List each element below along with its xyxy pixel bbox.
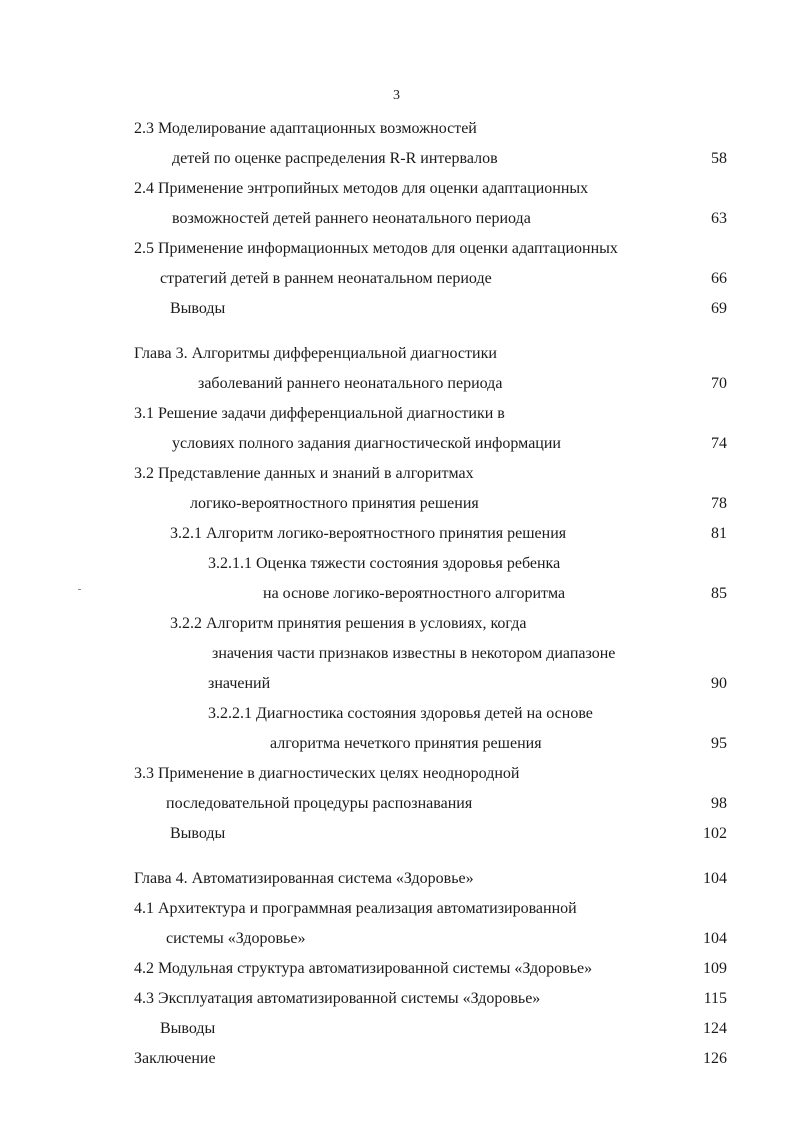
toc-entry-chapter-4: Глава 4. Автоматизированная система «Здоровье» — [134, 870, 474, 887]
toc-entry-4-1-line-1: 4.1 Архитектура и программная реализация автоматизированной — [134, 900, 577, 917]
toc-entry-3-3-line-2: последовательной процедуры распознавания — [166, 795, 473, 812]
toc-entry-3-2-1: 3.2.1 Алгоритм логико-вероятностного принятия решения — [170, 525, 567, 542]
toc-entry-conclusions-ch3-page: 102 — [703, 825, 727, 842]
toc-entry-2-4-line-1: 2.4 Применение энтропийных методов для оценки адаптационных — [134, 180, 589, 197]
toc-entry-3-2-1-1-line-1: 3.2.1.1 Оценка тяжести состояния здоровья ребенка — [208, 555, 561, 572]
toc-entry-3-2-2-line-3: значений — [208, 675, 271, 692]
toc-entry-conclusions-ch2-page: 69 — [711, 300, 727, 317]
toc-entry-chapter-3-line-2: заболеваний раннего неонатального периода — [198, 375, 503, 392]
toc-entry-3-1-line-1: 3.1 Решение задачи дифференциальной диагностики в — [134, 405, 505, 422]
toc-entry-final-conclusion: Заключение — [134, 1050, 216, 1067]
toc-entry-4-1-page: 104 — [703, 930, 727, 947]
toc-entry-2-4-page: 63 — [711, 210, 727, 227]
toc-entry-4-3-page: 115 — [703, 990, 727, 1007]
toc-entry-3-2-1-1-page: 85 — [711, 585, 727, 602]
toc-entry-3-2-2-line-2: значения части признаков известны в некотором диапазоне — [212, 645, 616, 662]
toc-entry-4-3: 4.3 Эксплуатация автоматизированной системы «Здоровье» — [134, 990, 541, 1007]
toc-entry-final-conclusion-page: 126 — [703, 1050, 727, 1067]
toc-entry-3-2-2-1-page: 95 — [711, 735, 727, 752]
toc-entry-chapter-4-page: 104 — [703, 870, 727, 887]
toc-entry-4-2: 4.2 Модульная структура автоматизированной системы «Здоровье» — [134, 960, 593, 977]
toc-entry-3-2-line-1: 3.2 Представление данных и знаний в алгоритмах — [134, 465, 474, 482]
toc-entry-3-3-page: 98 — [711, 795, 727, 812]
toc-entry-3-2-2-line-1: 3.2.2 Алгоритм принятия решения в условиях, когда — [170, 615, 527, 632]
toc-entry-4-1-line-2: системы «Здоровье» — [166, 930, 306, 947]
toc-entry-3-1-line-2: условиях полного задания диагностической информации — [172, 435, 561, 452]
toc-entry-chapter-3-page: 70 — [711, 375, 727, 392]
toc-entry-3-2-line-2: логико-вероятностного принятия решения — [190, 495, 479, 512]
toc-entry-3-3-line-1: 3.3 Применение в диагностических целях неоднородной — [134, 765, 520, 782]
toc-entry-3-2-2-1-line-2: алгоритма нечеткого принятия решения — [270, 735, 542, 752]
toc-entry-2-4-line-2: возможностей детей раннего неонатального периода — [172, 210, 531, 227]
toc-entry-2-5-line-2: стратегий детей в раннем неонатальном периоде — [160, 270, 492, 287]
toc-entry-2-5-page: 66 — [711, 270, 727, 287]
toc-entry-conclusions-ch3: Выводы — [170, 825, 226, 842]
toc-entry-conclusions-ch2: Выводы — [170, 300, 226, 317]
page-number: 3 — [393, 88, 400, 103]
toc-entry-2-3-page: 58 — [711, 150, 727, 167]
toc-entry-conclusions-ch4-page: 124 — [703, 1020, 727, 1037]
toc-entry-3-2-2-page: 90 — [711, 675, 727, 692]
scan-speck — [78, 589, 81, 590]
toc-entry-conclusions-ch4: Выводы — [160, 1020, 216, 1037]
toc-entry-2-5-line-1: 2.5 Применение информационных методов для оценки адаптационных — [134, 240, 618, 257]
toc-entry-3-2-2-1-line-1: 3.2.2.1 Диагностика состояния здоровья детей на основе — [208, 705, 593, 722]
toc-entry-3-2-page: 78 — [711, 495, 727, 512]
toc-entry-3-1-page: 74 — [711, 435, 727, 452]
toc-entry-chapter-3-line-1: Глава 3. Алгоритмы дифференциальной диагностики — [134, 345, 497, 362]
toc-entry-3-2-1-1-line-2: на основе логико-вероятностного алгоритма — [263, 585, 566, 602]
toc-entry-2-3-line-1: 2.3 Моделирование адаптационных возможностей — [134, 120, 477, 137]
toc-entry-2-3-line-2: детей по оценке распределения R-R интервалов — [172, 150, 498, 167]
toc-entry-3-2-1-page: 81 — [711, 525, 727, 542]
toc-entry-4-2-page: 109 — [703, 960, 727, 977]
